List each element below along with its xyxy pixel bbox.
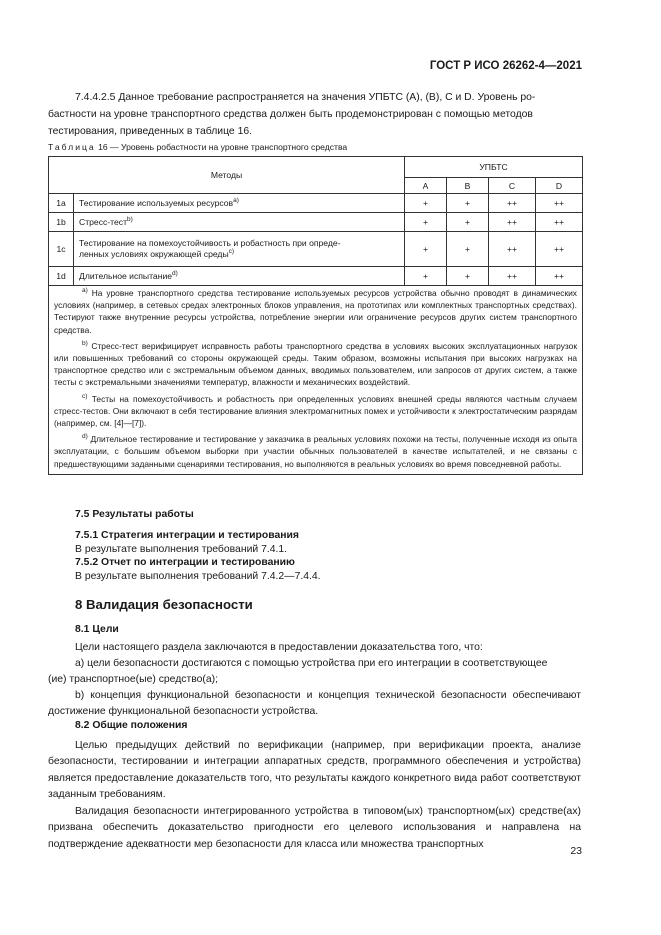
table-notes (49, 286, 583, 475)
table-note: $^{c)}$ Тесты на помехоустойчивость и робастность при определенных условиях внешней среды являются частным случаем стресс-тестов. Они включают в себя тестирование влияния электромагнитных помех и устойчивости к электростатическим разрядам (например, см. [4]—[7]). (54, 392, 578, 429)
section-7-5-heading: 7.5 Результаты работы (75, 509, 194, 520)
row-mark: ++ (536, 232, 583, 267)
table-row (49, 267, 583, 286)
row-mark: ++ (536, 194, 583, 213)
section-7-5-1-text: В результате выполнения требований 7.4.1. (75, 544, 288, 555)
section-8-2-para-1: Целью предыдущих действий по верификации (например, при верификации проекта, анализе безопасности, тестировании и интеграции аппаратных средств, программного обеспечения и устройства) является предоставление доказательств того, что результаты каждого конкретного вида работ соответствуют заданным требованиям. (48, 740, 581, 801)
row-mark: + (405, 194, 447, 213)
table-note: $^{b)}$ Стресс-тест верифицирует исправность работы транспортного средства в условиях высоких эксплуатационных нагрузок или повышенных требований со стороны окружающей среды. Таким образом, возможны испытания при высоких нагрузках на транспортное средство или с экстремальным объемом данных, вводимых пользователем, или запросов от других систем, а также тесты с экстремальными значениями температур, влажности и механических воздействий. (54, 339, 577, 388)
section-8-1-item-b: b) концепция функциональной безопасности и концепция технической безопасности обеспечивают достижение функциональной безопасности устройства. (48, 690, 581, 718)
level-d: D (536, 178, 583, 194)
section-7-5-1-heading: 7.5.1 Стратегия интеграции и тестирования (75, 530, 299, 541)
row-mark: + (447, 213, 489, 232)
methods-header: Методы (49, 157, 405, 194)
intro-line-3: тестирования, приведенных в таблице 16. (48, 126, 253, 137)
row-mark: ++ (489, 232, 536, 267)
section-8-1-intro: Цели настоящего раздела заключаются в предоставлении доказательства того, что: (75, 642, 483, 653)
section-7-5-2-text: В результате выполнения требований 7.4.2—7.4.4. (75, 571, 321, 582)
row-id: 1d (49, 267, 74, 286)
level-b: B (447, 178, 489, 194)
table-caption-text: 16 — Уровень робастности на уровне транспортного средства (98, 142, 348, 152)
table-row (49, 213, 583, 232)
row-id: 1a (49, 194, 74, 213)
intro-paragraph (48, 89, 581, 140)
robustness-table (48, 156, 583, 475)
row-mark: ++ (536, 213, 583, 232)
table-note: $^{d)}$ Длительное тестирование и тестирование у заказчика в реальных условиях похожи на тесты, полученные исходя из опыта эксплуатации, с большим объемом выборки при участии обычных пользователей в качестве испытателей, и не связаны с предшествующими заданными сценариями тестирования, но выполняются в реальных условиях во время повседневной работы. (54, 433, 578, 469)
table-caption-label: Таблица (48, 142, 96, 152)
row-mark: ++ (489, 267, 536, 286)
table-header-row (49, 157, 583, 178)
document-header: ГОСТ Р ИСО 26262-4—2021 (429, 60, 582, 72)
table-row (49, 232, 583, 267)
row-method: Тестирование на помехоустойчивость и робастность при опреде- ленных условиях окружающей среды$^{c)}$ (74, 232, 405, 267)
row-mark: ++ (536, 267, 583, 286)
row-method: Длительное испытание$^{d)}$ (74, 267, 405, 286)
level-header: УПБТС (405, 157, 583, 178)
section-8-2-para-2: Валидация безопасности интегрированного устройства в типовом(ых) транспортном(ых) средстве(ах) призвана обеспечить доказательство пригодности его целевого использования и направлена на подтверждение адекватности мер безопасности для класса или множества транспортных (48, 806, 581, 850)
row-mark: + (447, 232, 489, 267)
row-id: 1b (49, 213, 74, 232)
row-mark: + (447, 194, 489, 213)
row-mark: ++ (489, 213, 536, 232)
table-note: $^{a)}$ На уровне транспортного средства тестирование используемых ресурсов устройства обычно проводят в динамических условиях (например, в сетевых средах электронных блоков управления, на прототипах или комплектных транспортных средствах). Тестируют также внутренние ресурсы устройства, потребление энергии или ограничение ресурсов других систем транспортного средства. (54, 287, 577, 335)
row-method: Стресс-тест$^{b)}$ (74, 213, 405, 232)
intro-line-1: 7.4.4.2.5 Данное требование распространяется на значения УПБТС (A), (B), C и D. Уровень ро- (75, 92, 536, 103)
level-c: C (489, 178, 536, 194)
table-row (49, 194, 583, 213)
table-caption (48, 142, 347, 152)
row-mark: ++ (489, 194, 536, 213)
section-7-5-2-heading: 7.5.2 Отчет по интеграции и тестированию (75, 557, 295, 568)
row-mark: + (405, 232, 447, 267)
intro-line-2: бастности на уровне транспортного средства должен быть продемонстрирован с помощью методов (48, 109, 533, 120)
section-8-heading: 8 Валидация безопасности (75, 597, 253, 612)
section-8-1-heading: 8.1 Цели (75, 624, 119, 635)
row-method: Тестирование используемых ресурсов$^{a)}$ (74, 194, 405, 213)
section-8-1-item-a-line2: (ие) транспортное(ые) средство(а); (48, 674, 219, 685)
level-a: A (405, 178, 447, 194)
page-number: 23 (570, 845, 582, 857)
table-notes-row (49, 286, 583, 475)
row-mark: + (405, 267, 447, 286)
row-id: 1c (49, 232, 74, 267)
row-mark: + (447, 267, 489, 286)
row-mark: + (405, 213, 447, 232)
section-8-2-heading: 8.2 Общие положения (75, 720, 188, 731)
section-8-1-item-a-line1: а) цели безопасности достигаются с помощью устройства при его интеграции в соответствующее (75, 658, 548, 669)
